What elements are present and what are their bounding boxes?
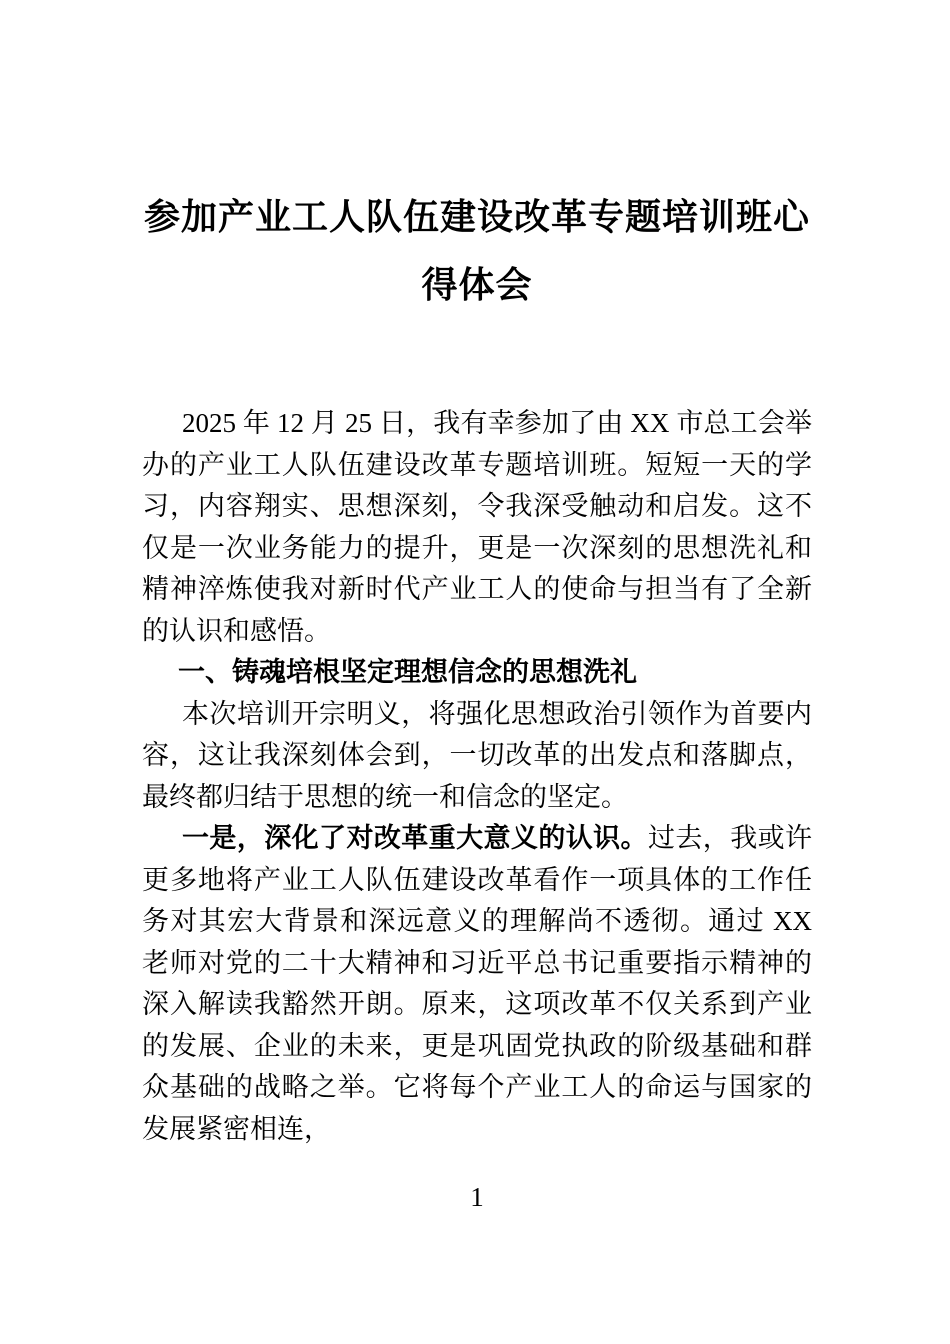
section-heading-1: 一、铸魂培根坚定理想信念的思想洗礼	[178, 657, 637, 687]
paragraph-training-intro: 本次培训开宗明义，将强化思想政治引领作为首要内容，这让我深刻体会到，一切改革的出发点和落脚点，最终都归结于思想的统一和信念的坚定。	[142, 698, 812, 812]
page-number: 1	[470, 1182, 484, 1212]
document-title: 参加产业工人队伍建设改革专题培训班心得体会	[143, 197, 810, 305]
paragraph-intro: 2025 年 12 月 25 日，我有幸参加了由 XX 市总工会举办的产业工人队伍建设改革专题培训班。短短一天的学习，内容翔实、思想深刻，令我深受触动和启发。这不仅是一次业务能力的提升，更是一次深刻的思想洗礼和精神淬炼使我对新时代产业工人的使命与担当有了全新的认识和感悟。	[142, 408, 812, 646]
paragraph-point-one	[142, 818, 812, 1150]
paragraph-point-one-text: 过去，我或许更多地将产业工人队伍建设改革看作一项具体的工作任务对其宏大背景和深远意义的理解尚不透彻。通过 XX 老师对党的二十大精神和习近平总书记重要指示精神的深入解读我豁然开朗。原来，这项改革不仅关系到产业的发展、企业的未来，更是巩固党执政的阶级基础和群众基础的战略之举。它将每个产业工人的命运与国家的发展紧密相连，	[142, 823, 813, 1144]
paragraph-point-one-lead: 一是，深化了对改革重大意义的认识。	[182, 823, 648, 853]
